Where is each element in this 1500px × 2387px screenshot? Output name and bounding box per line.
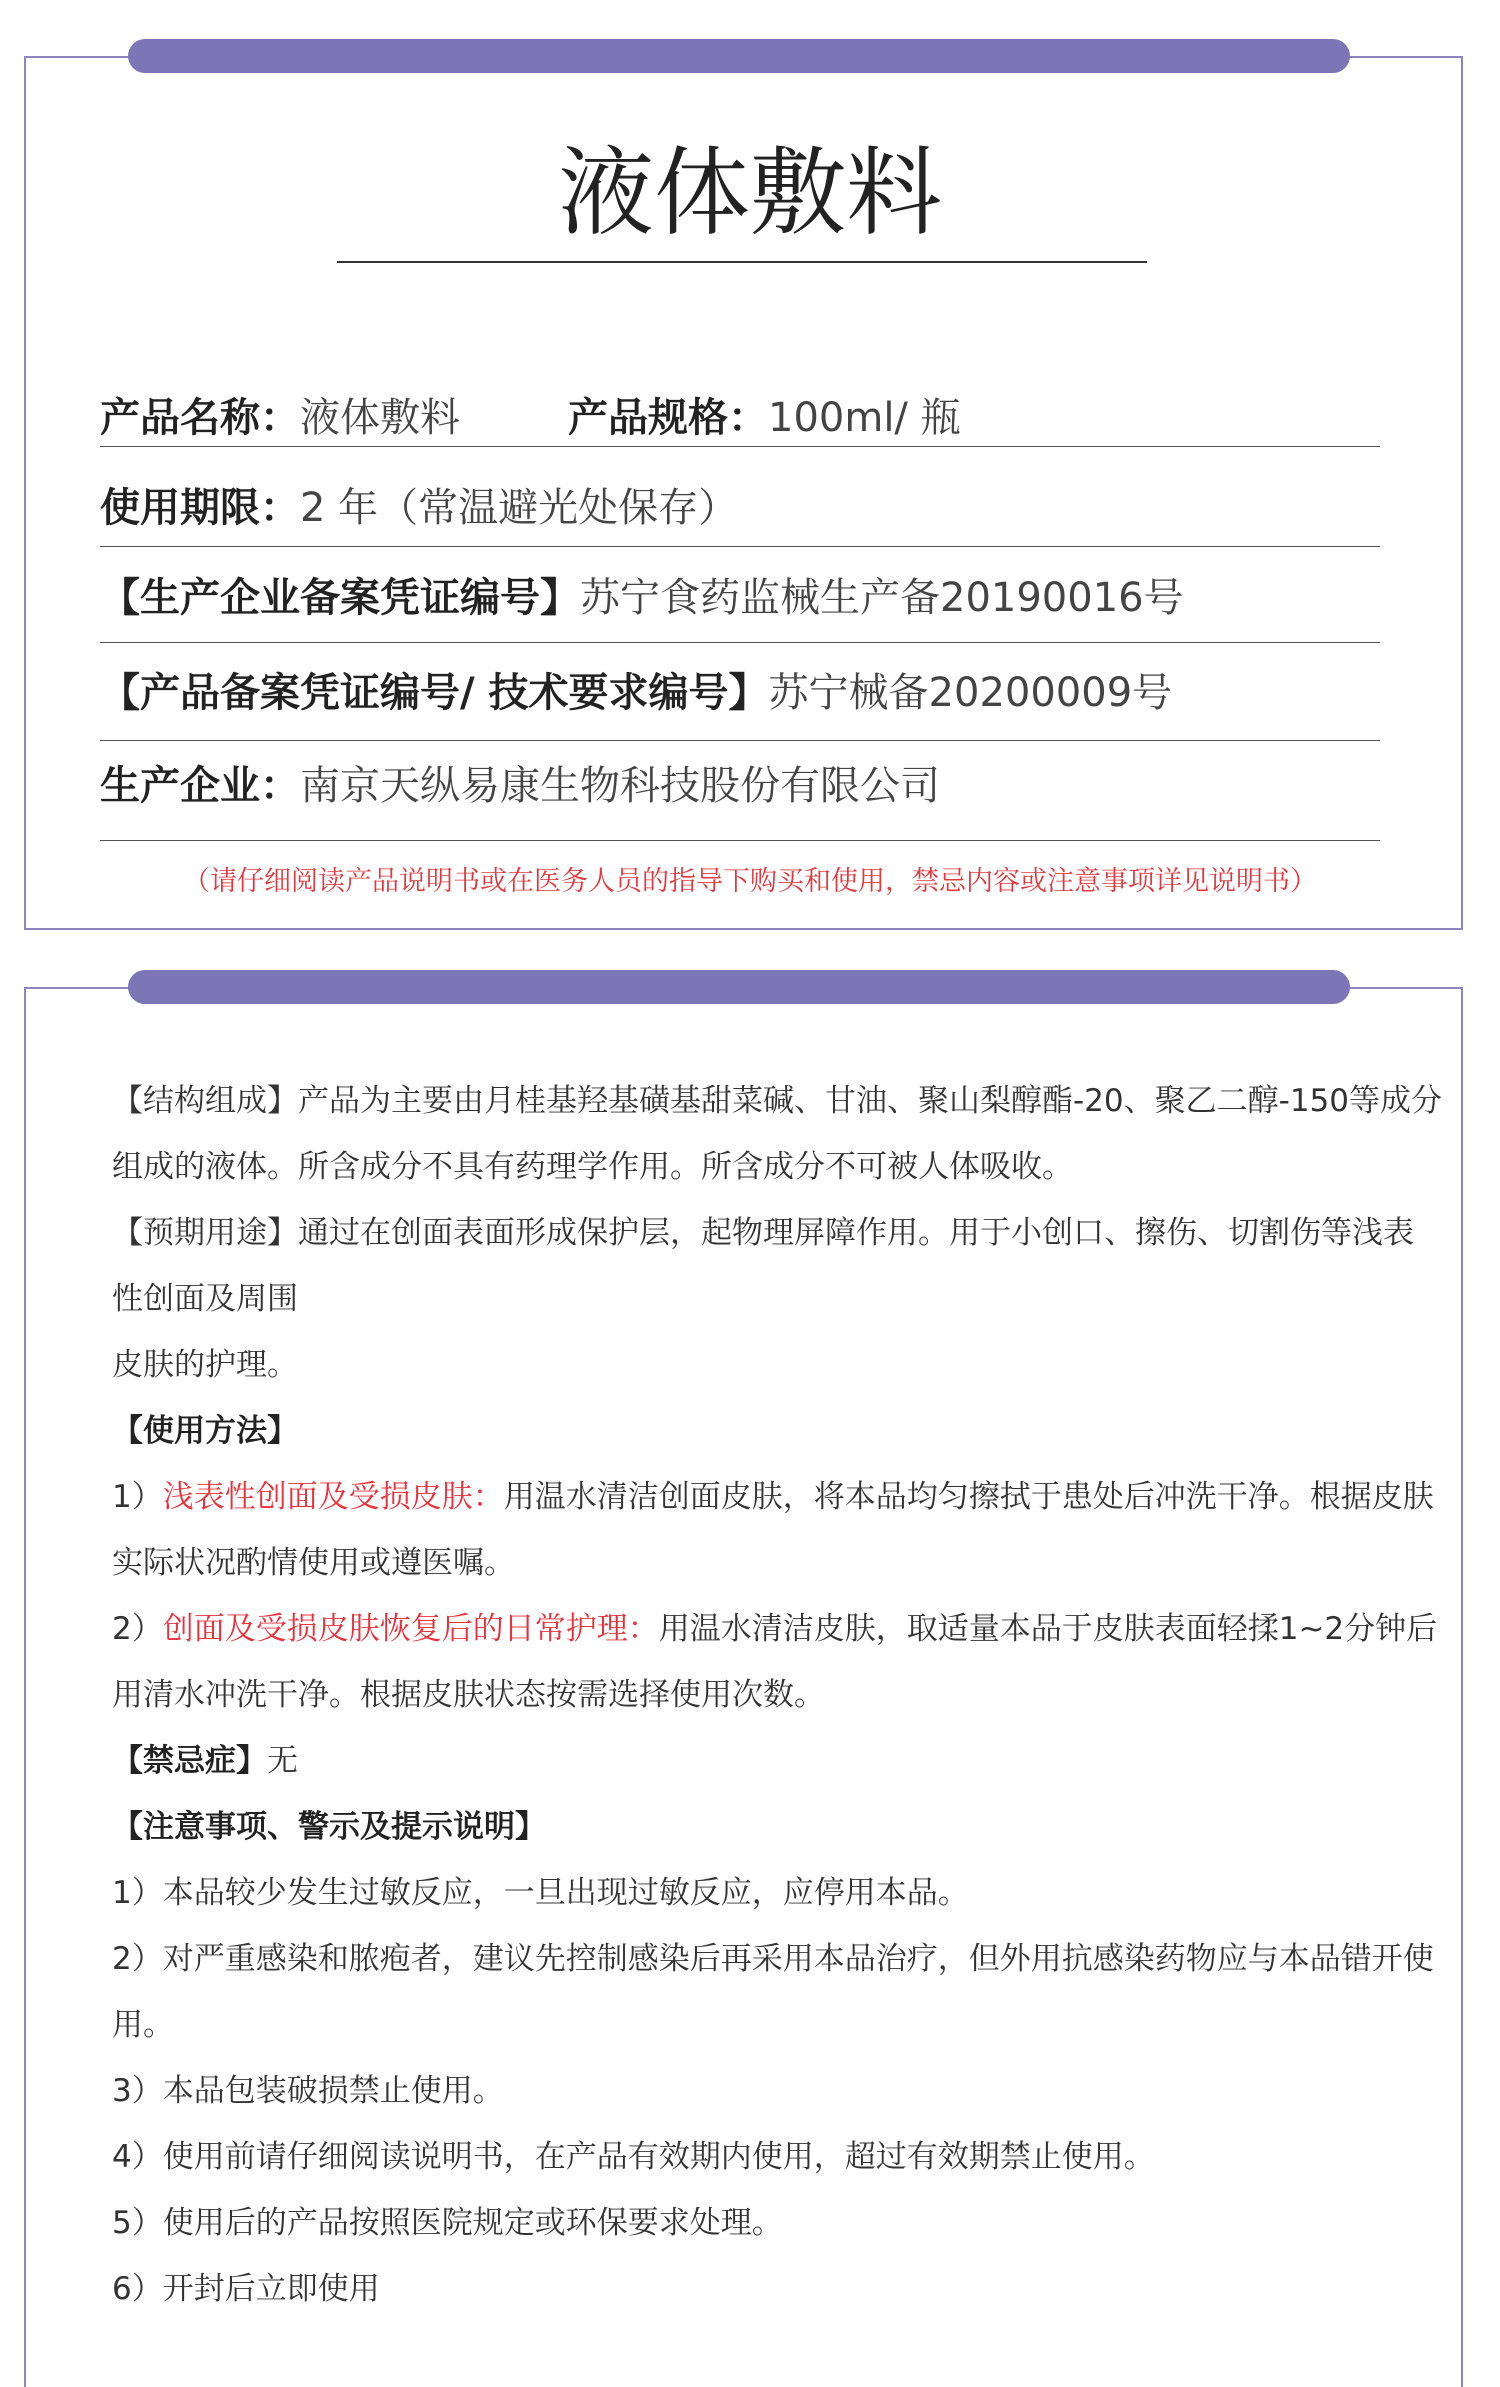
contraindication-heading: 【禁忌症】 (112, 1743, 267, 1779)
spec-row-product-cert (100, 663, 1380, 723)
enterprise-cert-value: 苏宁食药监械生产备20190016号 (580, 575, 1184, 621)
divider (100, 840, 1380, 841)
caution-item: 6）开封后立即使用 (112, 2271, 380, 2307)
purpose-paragraph-cont: 皮肤的护理。 (112, 1347, 298, 1383)
usage-heading: 【使用方法】 (112, 1413, 298, 1449)
page-title: 液体敷料 (558, 137, 942, 249)
product-name-value: 液体敷料 (300, 395, 460, 441)
product-cert-value: 苏宁械备20200009号 (768, 670, 1173, 716)
caution-item: 2）对严重感染和脓疱者，建议先控制感染后再采用本品治疗，但外用抗感染药物应与本品错开使用。 (112, 1941, 1434, 2043)
caution-item: 4）使用前请仔细阅读说明书，在产品有效期内使用，超过有效期禁止使用。 (112, 2139, 1155, 2175)
product-size-value: 100ml/ 瓶 (768, 395, 961, 441)
purpose-paragraph: 【预期用途】通过在创面表面形成保护层，起物理屏障作用。用于小创口、擦伤、切割伤等浅表性创面及周围 (112, 1215, 1414, 1317)
caution-item: 5）使用后的产品按照医院规定或环保要求处理。 (112, 2205, 783, 2241)
usage-highlight: 浅表性创面及受损皮肤： (162, 1479, 504, 1515)
product-size-label: 产品规格： (568, 395, 768, 441)
instructions-text (112, 1068, 1442, 2322)
spec-row-expiry (100, 478, 1380, 538)
spec-row-enterprise-cert (100, 568, 1380, 628)
spec-row-name-size (100, 388, 1380, 448)
caution-heading: 【注意事项、警示及提示说明】 (112, 1809, 546, 1845)
reading-notice: （请仔细阅读产品说明书或在医务人员的指导下购买和使用，禁忌内容或注意事项详见说明书） (183, 866, 1317, 897)
divider (100, 546, 1380, 547)
usage-highlight: 创面及受损皮肤恢复后的日常护理： (162, 1611, 659, 1647)
panel-header-bar (128, 39, 1350, 73)
contraindication-line: 【禁忌症】无 (112, 1743, 298, 1779)
spec-row-manufacturer (100, 756, 1380, 816)
usage-item: 2）创面及受损皮肤恢复后的日常护理：用温水清洁皮肤，取适量本品于皮肤表面轻揉1~2分钟后用清水冲洗干净。根据皮肤状态按需选择使用次数。 (112, 1611, 1438, 1713)
divider (100, 642, 1380, 643)
title-underline (337, 261, 1147, 263)
caution-item: 3）本品包装破损禁止使用。 (112, 2073, 504, 2109)
composition-paragraph: 【结构组成】产品为主要由月桂基羟基磺基甜菜碱、甘油、聚山梨醇酯-20、聚乙二醇-150等成分组成的液体。所含成分不具有药理学作用。所含成分不可被人体吸收。 (112, 1083, 1442, 1185)
product-cert-label: 【产品备案凭证编号/ 技术要求编号】 (100, 670, 769, 716)
manufacturer-value: 南京天纵易康生物科技股份有限公司 (300, 763, 940, 809)
divider (100, 740, 1380, 741)
usage-item: 1）浅表性创面及受损皮肤：用温水清洁创面皮肤，将本品均匀擦拭于患处后冲洗干净。根据皮肤实际状况酌情使用或遵医嘱。 (112, 1479, 1434, 1581)
product-name-label: 产品名称： (100, 395, 300, 441)
enterprise-cert-label: 【生产企业备案凭证编号】 (100, 575, 580, 621)
expiry-label: 使用期限： (100, 485, 300, 531)
panel-header-bar (128, 970, 1350, 1004)
manufacturer-label: 生产企业： (100, 763, 300, 809)
expiry-value: 2 年（常温避光处保存） (300, 485, 739, 531)
caution-item: 1）本品较少发生过敏反应，一旦出现过敏反应，应停用本品。 (112, 1875, 969, 1911)
divider (100, 446, 1380, 447)
